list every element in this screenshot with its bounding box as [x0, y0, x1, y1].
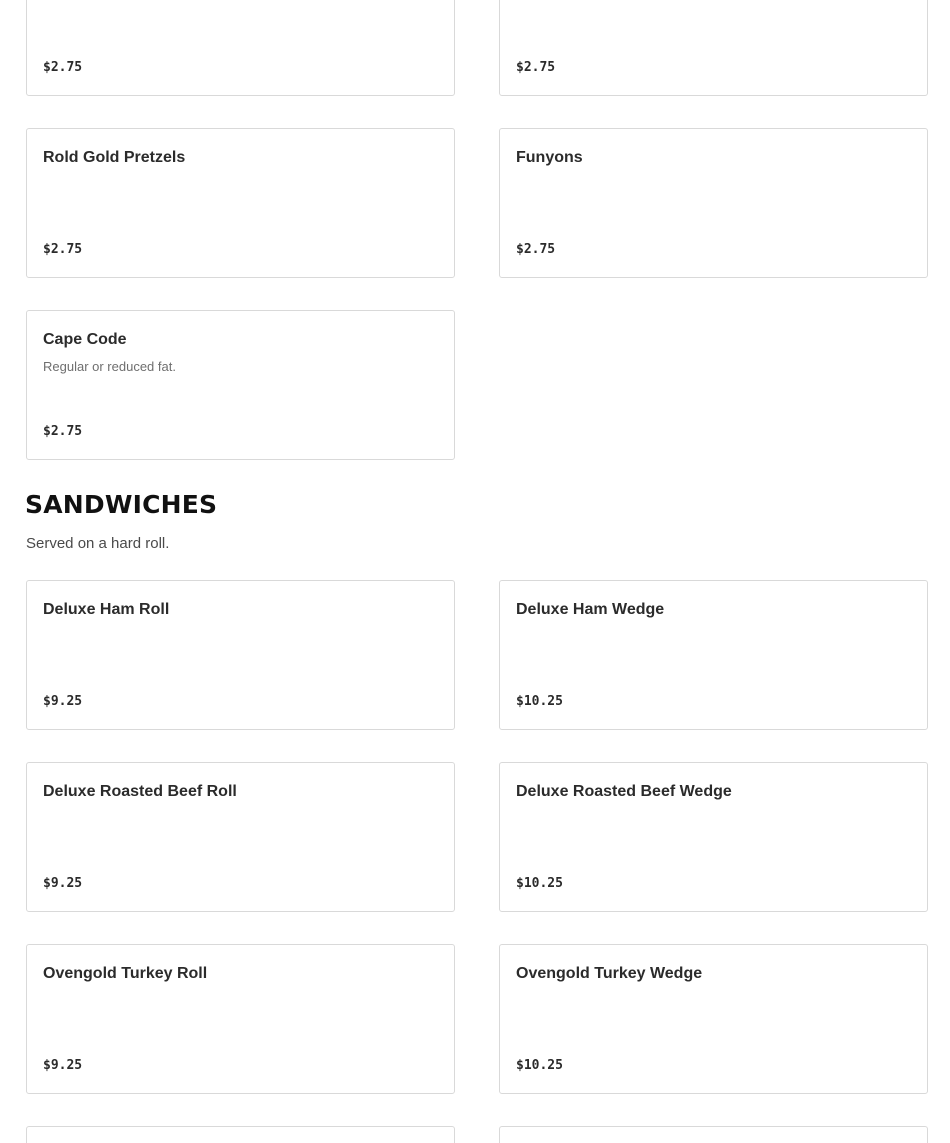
menu-item-price: $2.75: [516, 242, 556, 257]
menu-item-price: $9.25: [43, 1058, 83, 1073]
menu-item-name: Rold Gold Pretzels: [43, 149, 186, 166]
menu-item-card[interactable]: [499, 580, 928, 730]
section-description: Served on a hard roll.: [26, 535, 170, 552]
menu-item-card[interactable]: [26, 310, 455, 460]
menu-item-price: $10.25: [516, 694, 563, 709]
menu-item-card[interactable]: [26, 762, 455, 912]
menu-item-price: $9.25: [43, 876, 83, 891]
menu-item-card[interactable]: [26, 128, 455, 278]
section-title: SANDWICHES: [25, 490, 218, 519]
menu-item-name: Cape Code: [43, 331, 127, 348]
menu-item-price: $10.25: [516, 876, 563, 891]
menu-item-card[interactable]: [499, 762, 928, 912]
menu-item-card[interactable]: [26, 944, 455, 1094]
menu-item-card[interactable]: [499, 944, 928, 1094]
menu-item-description: Regular or reduced fat.: [43, 359, 176, 374]
menu-item-name: Funyons: [516, 149, 583, 166]
menu-item-price: $2.75: [43, 242, 83, 257]
menu-item-card[interactable]: [26, 580, 455, 730]
menu-item-price: $2.75: [43, 60, 83, 75]
menu-item-name: Deluxe Roasted Beef Roll: [43, 783, 237, 800]
menu-item-price: $2.75: [516, 60, 556, 75]
menu-item-name: Ovengold Turkey Roll: [43, 965, 208, 982]
menu-item-card[interactable]: [26, 0, 455, 96]
menu-item-name: Deluxe Ham Wedge: [516, 601, 665, 618]
menu-item-price: $9.25: [43, 694, 83, 709]
menu-item-card[interactable]: [499, 0, 928, 96]
menu-item-price: $10.25: [516, 1058, 563, 1073]
menu-item-card[interactable]: [499, 1126, 928, 1143]
menu-item-card[interactable]: [26, 1126, 455, 1143]
menu-item-price: $2.75: [43, 424, 83, 439]
menu-item-card[interactable]: [499, 128, 928, 278]
menu-item-name: Deluxe Ham Roll: [43, 601, 170, 618]
menu-item-name: Deluxe Roasted Beef Wedge: [516, 783, 732, 800]
menu-item-name: Ovengold Turkey Wedge: [516, 965, 703, 982]
